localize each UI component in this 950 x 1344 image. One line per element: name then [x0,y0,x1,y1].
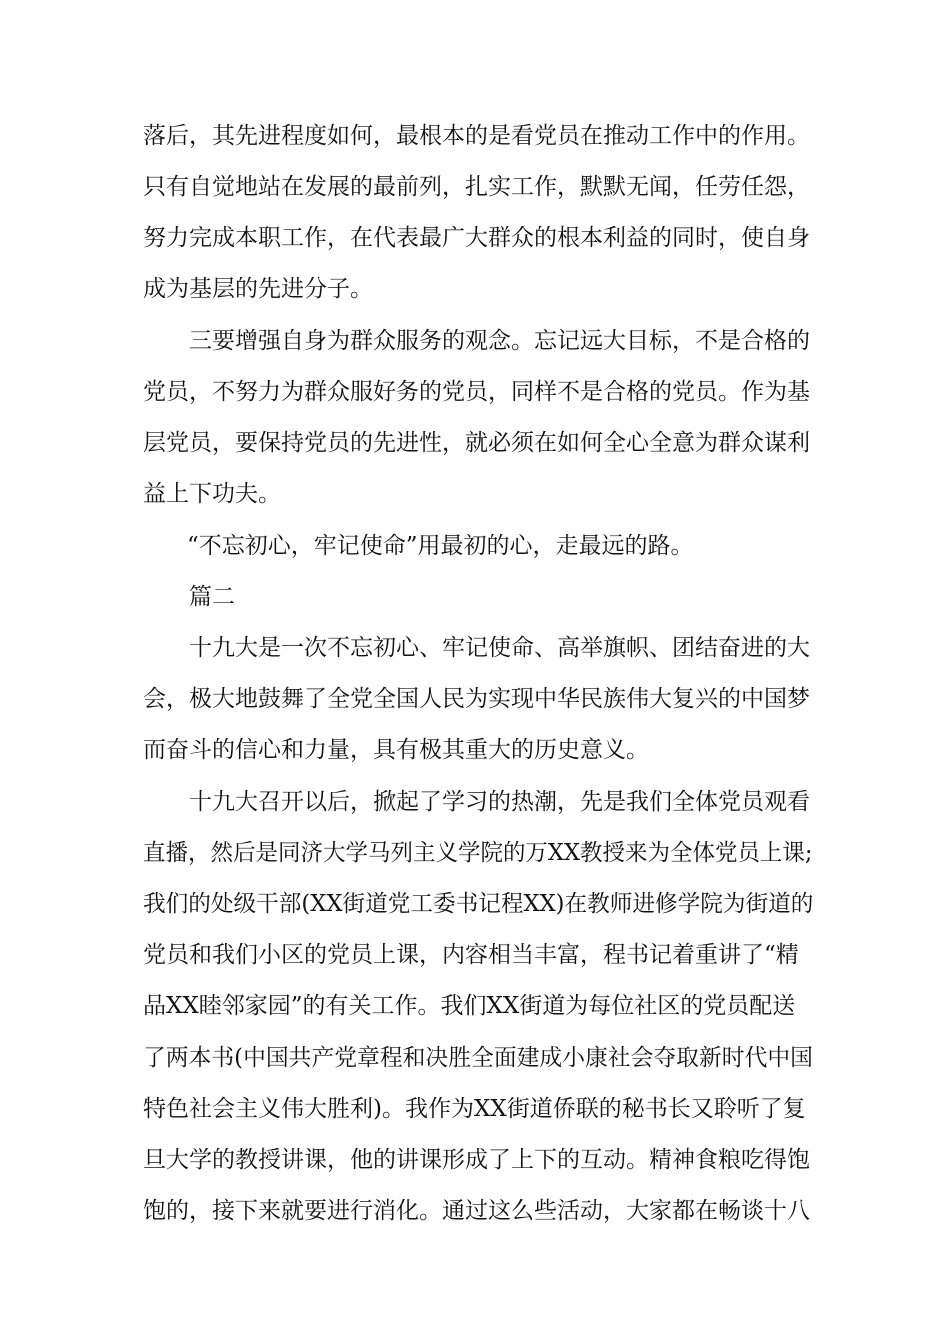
text-line: 党员，不努力为群众服好务的党员，同样不是合格的党员。作为基 [143,379,810,405]
text-line: 直播，然后是同济大学马列主义学院的万XX教授来为全体党员上课; [143,840,813,866]
text-line: 益上下功夫。 [143,481,281,507]
text-line: 我们的处级干部(XX街道党工委书记程XX)在教师进修学院为街道的 [143,891,814,917]
text-line: 特色社会主义伟大胜利)。我作为XX街道侨联的秘书长又聆听了复 [143,1096,806,1122]
section-heading: 篇二 [189,584,235,610]
text-line: 旦大学的教授讲课，他的讲课形成了上下的互动。精神食粮吃得饱 [143,1147,810,1173]
text-line: 了两本书(中国共产党章程和决胜全面建成小康社会夺取新时代中国 [143,1045,813,1071]
text-line: 品XX睦邻家园”的有关工作。我们XX街道为每位社区的党员配送 [143,993,796,1019]
text-line: 而奋斗的信心和力量，具有极其重大的历史意义。 [143,737,649,763]
text-line: 落后，其先进程度如何，最根本的是看党员在推动工作中的作用。 [143,123,810,149]
text-line: 会，极大地鼓舞了全党全国人民为实现中华民族伟大复兴的中国梦 [143,686,810,712]
text-line: 饱的，接下来就要进行消化。通过这么些活动，大家都在畅谈十八 [143,1198,810,1224]
paragraph-start-line: 十九大是一次不忘初心、牢记使命、高举旗帜、团结奋进的大 [189,635,810,661]
text-line: 层党员，要保持党员的先进性，就必须在如何全心全意为群众谋利 [143,430,810,456]
text-line: 党员和我们小区的党员上课，内容相当丰富，程书记着重讲了“精 [143,942,799,968]
text-line: 只有自觉地站在发展的最前列，扎实工作，默默无闻，任劳任怨， [143,174,810,200]
paragraph-start-line: 十九大召开以后，掀起了学习的热潮，先是我们全体党员观看 [189,789,810,815]
paragraph-start-line: 三要增强自身为群众服务的观念。忘记远大目标，不是合格的 [189,328,810,354]
text-line: 成为基层的先进分子。 [143,276,373,302]
text-line: 努力完成本职工作，在代表最广大群众的根本利益的同时，使自身 [143,225,810,251]
quote-line: “不忘初心，牢记使命”用最初的心，走最远的路。 [187,533,694,559]
